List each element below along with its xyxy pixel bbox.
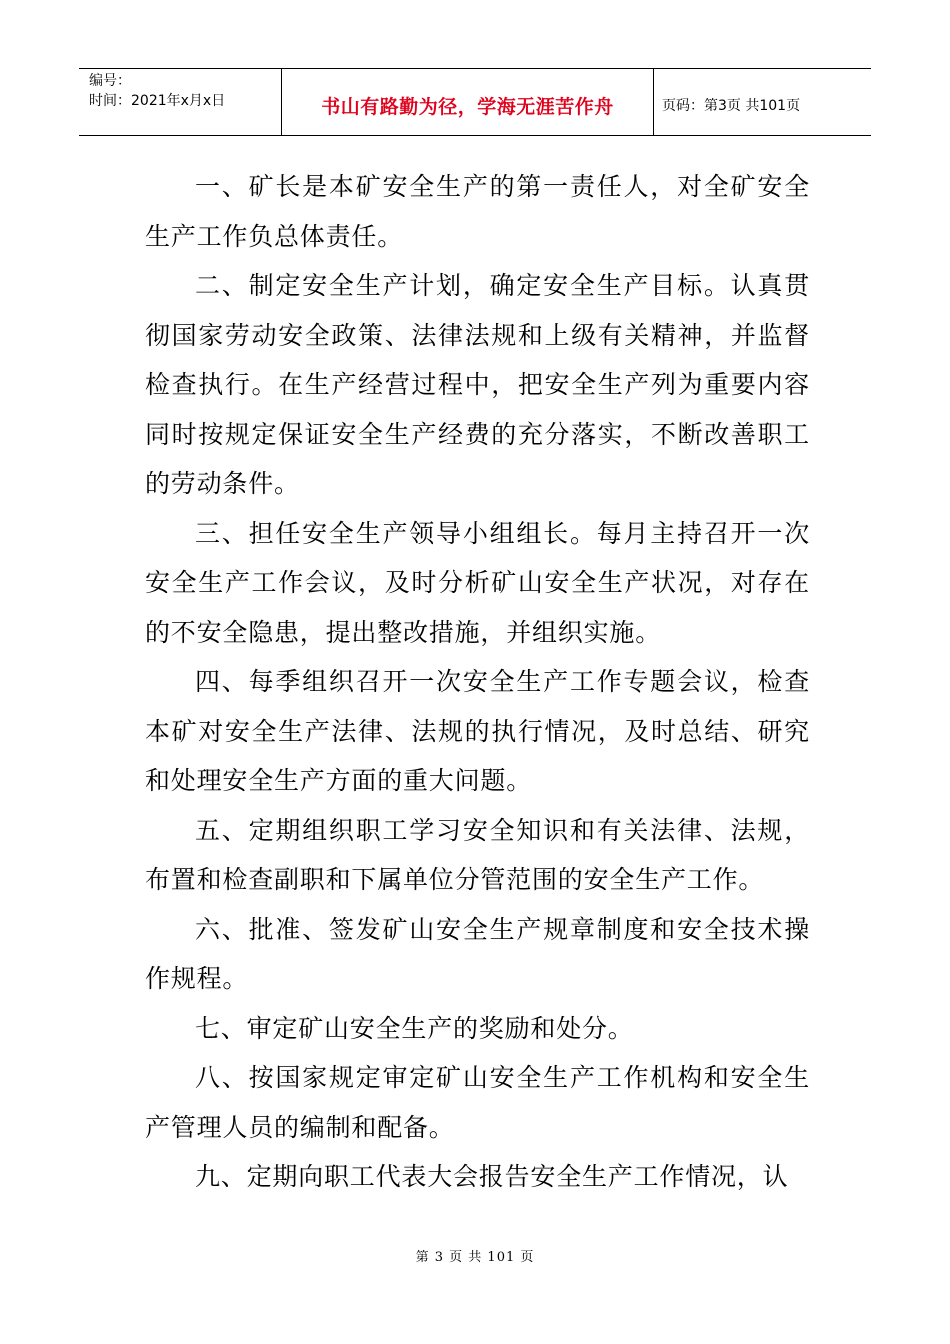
paragraph-3: 三、担任安全生产领导小组组长。每月主持召开一次安全生产工作会议，及时分析矿山安全生产状况，对存在的不安全隐患，提出整改措施，并组织实施。 (145, 518, 810, 647)
header-page-cell (654, 69, 871, 135)
paragraph-4: 四、每季组织召开一次安全生产工作专题会议，检查本矿对安全生产法律、法规的执行情况，及时总结、研究和处理安全生产方面的重大问题。 (145, 667, 810, 795)
paragraph-7: 七、审定矿山安全生产的奖励和处分。 (195, 1013, 634, 1043)
paragraph-8: 八、按国家规定审定矿山安全生产工作机构和安全生产管理人员的编制和配备。 (145, 1063, 810, 1142)
page-footer: 第 3 页 共 101 页 (415, 1250, 535, 1265)
document-number-label: 编号： (89, 73, 131, 89)
paragraph-6: 六、批准、签发矿山安全生产规章制度和安全技术操作规程。 (145, 914, 810, 993)
document-body (145, 162, 810, 1202)
document-date: 时间：2021年x月x日 (89, 93, 226, 109)
header-page-info: 页码：第3页 共101页 (662, 98, 801, 114)
header-meta-cell (79, 69, 282, 135)
paragraph-5: 五、定期组织职工学习安全知识和有关法律、法规，布置和检查副职和下属单位分管范围的安全生产工作。 (145, 815, 810, 894)
document-header (79, 68, 871, 136)
paragraph-1: 一、矿长是本矿安全生产的第一责任人，对全矿安全生产工作负总体责任。 (145, 172, 810, 251)
paragraph-9: 九、定期向职工代表大会报告安全生产工作情况，认 (195, 1162, 789, 1191)
header-motto-cell (282, 69, 654, 135)
header-motto: 书山有路勤为径，学海无涯苦作舟 (321, 95, 614, 118)
paragraph-2: 二、制定安全生产计划，确定安全生产目标。认真贯彻国家劳动安全政策、法律法规和上级有关精神，并监督检查执行。在生产经营过程中，把安全生产列为重要内容同时按规定保证安全生产经费的充分落实，不断改善职工的劳动条件。 (145, 271, 810, 498)
